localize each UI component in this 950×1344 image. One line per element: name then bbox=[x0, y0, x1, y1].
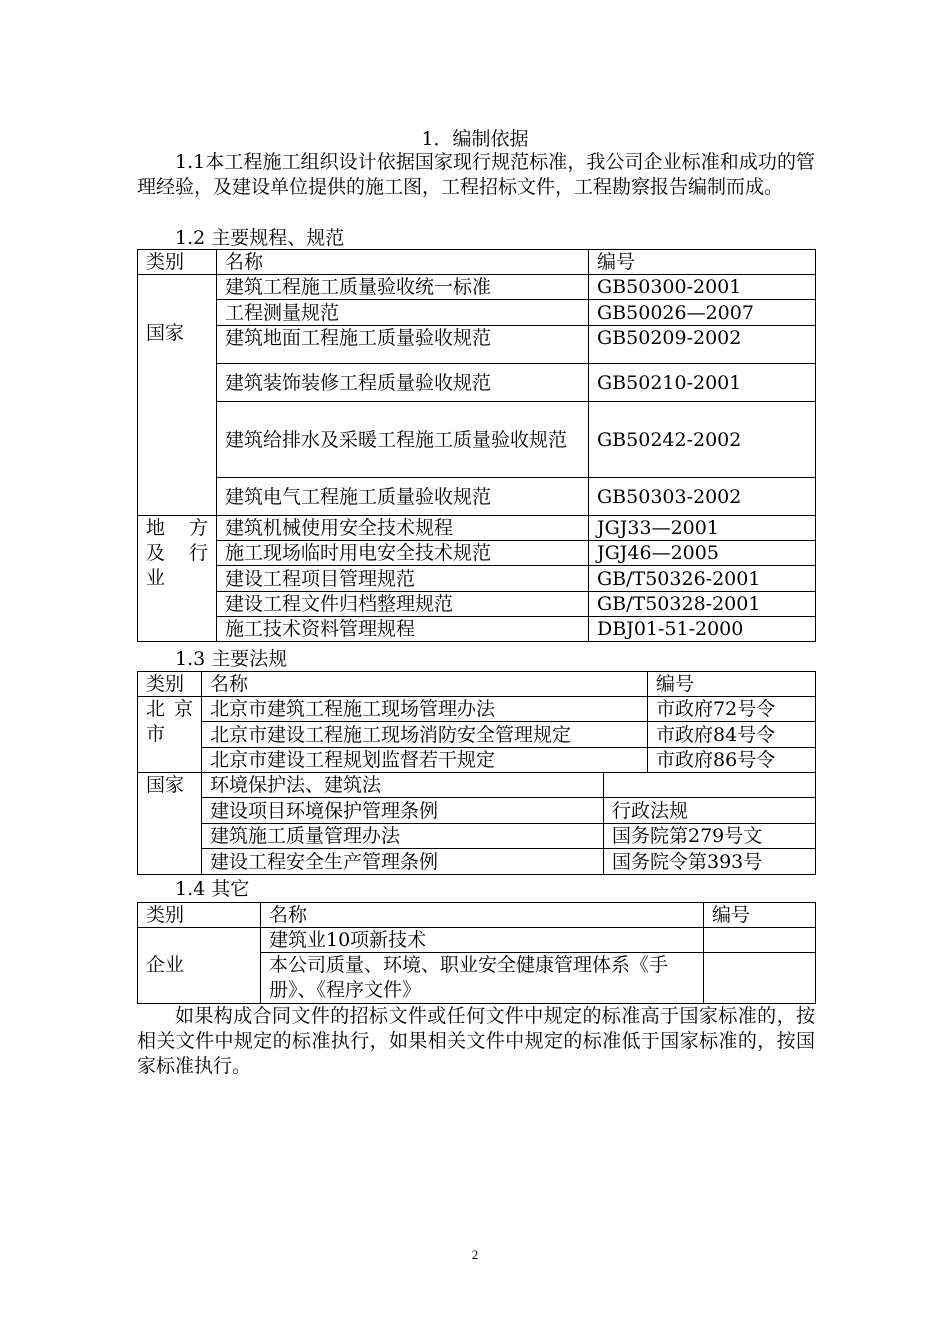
table-row-name: 建筑施工质量管理办法 bbox=[202, 824, 604, 849]
section-1-3-title: 1.3 主要法规 bbox=[175, 648, 288, 670]
table-row-code: GB/T50328-2001 bbox=[589, 592, 816, 617]
table-row-name: 本公司质量、环境、职业安全健康管理体系《手册》、《程序文件》 bbox=[261, 953, 704, 1004]
table-row-code: GB50303-2002 bbox=[589, 478, 816, 516]
table-row-code: JGJ33—2001 bbox=[589, 516, 816, 541]
header-category: 类别 bbox=[138, 903, 261, 928]
table-row-code: 国务院第279号文 bbox=[604, 824, 816, 849]
header-code: 编号 bbox=[704, 903, 816, 928]
table-row-code: GB50300-2001 bbox=[589, 275, 816, 300]
category-national: 国家 bbox=[138, 275, 217, 516]
table-row-name: 建筑装饰装修工程质量验收规范 bbox=[217, 364, 589, 402]
table-row-name: 北京市建设工程施工现场消防安全管理规定 bbox=[202, 722, 648, 748]
table-row-code: 市政府84号令 bbox=[648, 722, 816, 748]
category-national: 国家 bbox=[138, 773, 202, 875]
table-row-code: DBJ01-51-2000 bbox=[589, 617, 816, 642]
table-row-name: 建设项目环境保护管理条例 bbox=[202, 798, 604, 824]
table-row-code: GB50026—2007 bbox=[589, 300, 816, 326]
page-number: 2 bbox=[471, 1247, 479, 1262]
regulations-table bbox=[137, 671, 816, 875]
table-row-code: GB/T50326-2001 bbox=[589, 566, 816, 592]
table-row-code: JGJ46—2005 bbox=[589, 541, 816, 566]
table-row-name: 北京市建设工程规划监督若干规定 bbox=[202, 748, 648, 773]
section-heading: 1．编制依据 bbox=[421, 128, 529, 150]
header-category: 类别 bbox=[138, 250, 217, 275]
table-row-code: GB50209-2002 bbox=[589, 326, 816, 364]
table-row-name: 建设工程项目管理规范 bbox=[217, 566, 589, 592]
section-1-2-title: 1.2 主要规程、规范 bbox=[175, 227, 345, 249]
category-local-industry: 地 方及 行业 bbox=[138, 516, 217, 642]
table-row-code: 市政府86号令 bbox=[648, 748, 816, 773]
header-name: 名称 bbox=[261, 903, 704, 928]
table-row-name: 北京市建筑工程施工现场管理办法 bbox=[202, 697, 648, 722]
table-row-name: 施工技术资料管理规程 bbox=[217, 617, 589, 642]
intro-paragraph: 1.1本工程施工组织设计依据国家现行规范标准，我公司企业标准和成功的管理经验，及建设单位提供的施工图，工程招标文件，工程勘察报告编制而成。 bbox=[137, 151, 815, 198]
category-beijing: 北 京市 bbox=[138, 697, 202, 773]
table-row-name: 建筑工程施工质量验收统一标准 bbox=[217, 275, 589, 300]
category-enterprise: 企业 bbox=[138, 928, 261, 1004]
table-row-code: GB50242-2002 bbox=[589, 402, 816, 478]
table-row-name: 建筑给排水及采暖工程施工质量验收规范 bbox=[217, 402, 589, 478]
table-row-name: 建筑电气工程施工质量验收规范 bbox=[217, 478, 589, 516]
table-row-code: GB50210-2001 bbox=[589, 364, 816, 402]
table-row-code bbox=[604, 773, 816, 798]
header-name: 名称 bbox=[217, 250, 589, 275]
table-row-code: 市政府72号令 bbox=[648, 697, 816, 722]
table-row-name: 建设工程文件归档整理规范 bbox=[217, 592, 589, 617]
closing-paragraph: 如果构成合同文件的招标文件或任何文件中规定的标准高于国家标准的，按相关文件中规定的标准执行，如果相关文件中规定的标准低于国家标准的，按国家标准执行。 bbox=[137, 1005, 815, 1077]
table-row-name: 建筑地面工程施工质量验收规范 bbox=[217, 326, 589, 364]
table-row-code bbox=[704, 928, 816, 953]
table-row-name: 环境保护法、建筑法 bbox=[202, 773, 604, 798]
table-row-code bbox=[704, 953, 816, 1004]
header-code: 编号 bbox=[589, 250, 816, 275]
table-row-name: 建筑机械使用安全技术规程 bbox=[217, 516, 589, 541]
header-code: 编号 bbox=[648, 672, 816, 697]
standards-table bbox=[137, 249, 816, 642]
table-row-code: 行政法规 bbox=[604, 798, 816, 824]
table-row-name: 施工现场临时用电安全技术规范 bbox=[217, 541, 589, 566]
table-row-name: 工程测量规范 bbox=[217, 300, 589, 326]
table-row-name: 建筑业10项新技术 bbox=[261, 928, 704, 953]
table-row-name: 建设工程安全生产管理条例 bbox=[202, 849, 604, 875]
other-table bbox=[137, 902, 816, 1004]
header-category: 类别 bbox=[138, 672, 202, 697]
section-1-4-title: 1.4 其它 bbox=[175, 878, 250, 900]
header-name: 名称 bbox=[202, 672, 648, 697]
table-row-code: 国务院令第393号 bbox=[604, 849, 816, 875]
